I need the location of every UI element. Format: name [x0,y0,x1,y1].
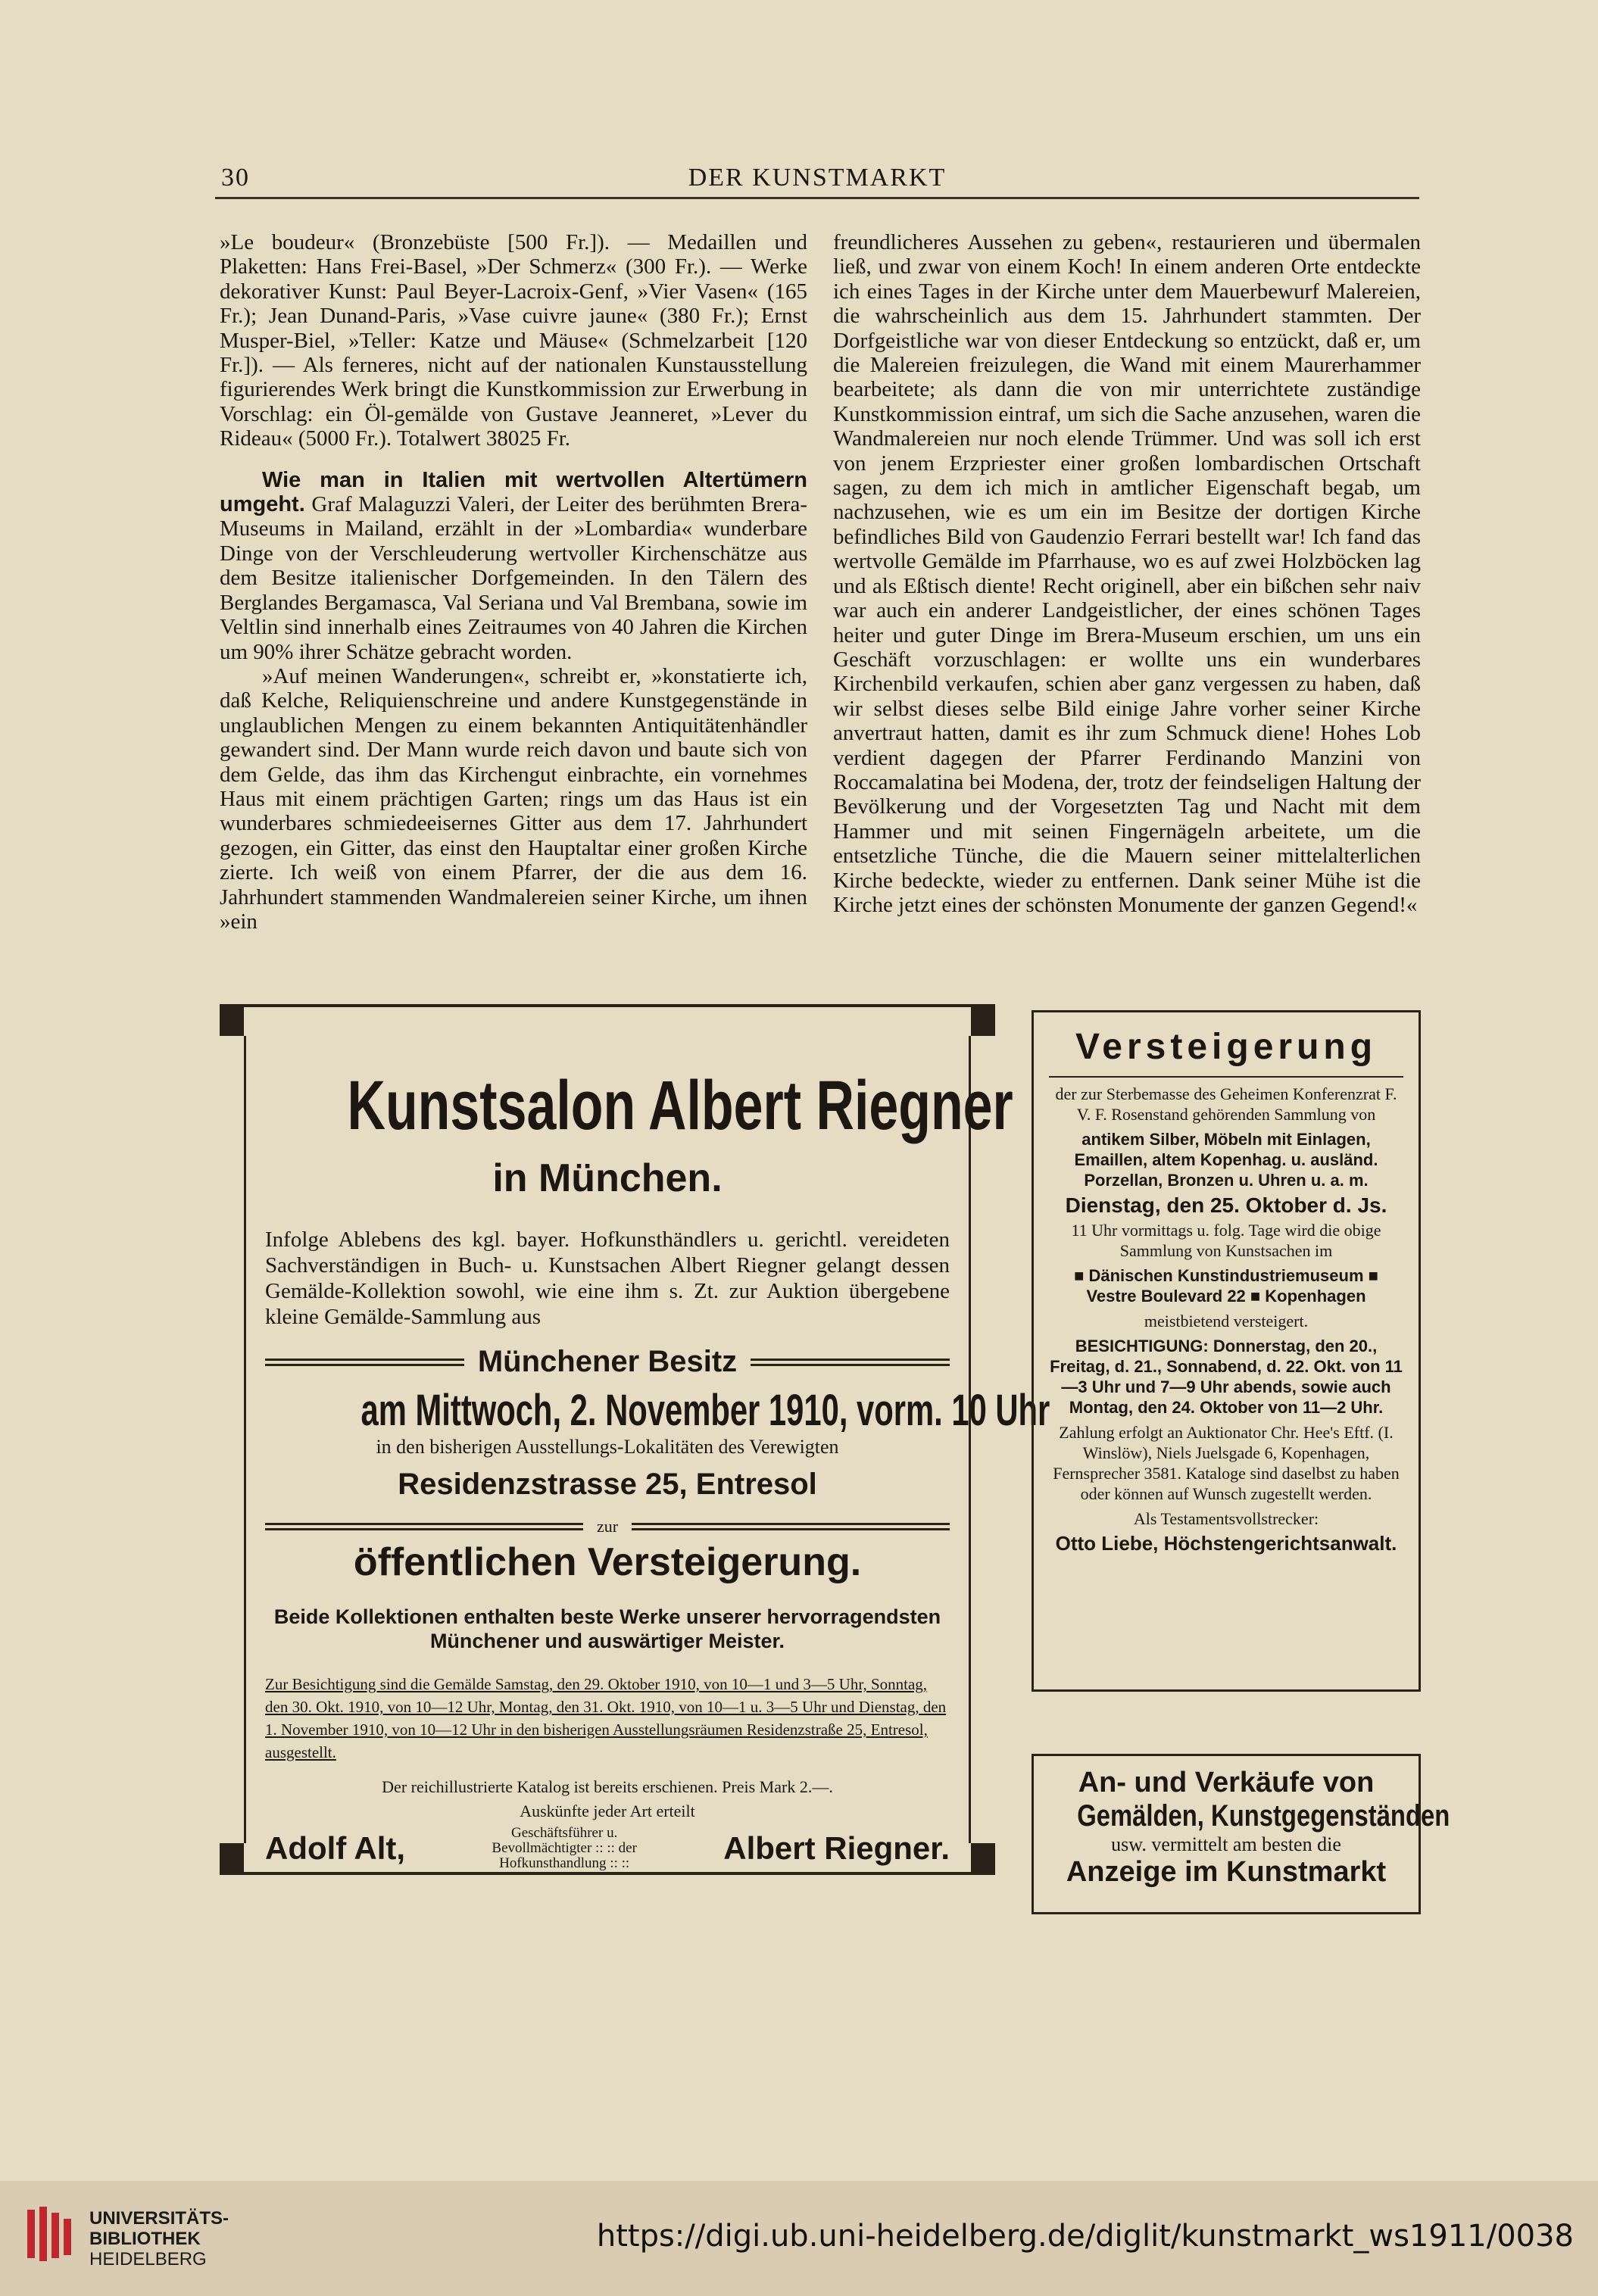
ad-date: Dienstag, den 25. Oktober d. Js. [1065,1193,1387,1217]
source-url-link[interactable]: https://digi.ub.uni-heidelberg.de/diglit/kunstmarkt_ws1911/0038 [596,2219,1574,2254]
catalog-note: Der reichillustrierte Katalog ist bereits erschienen. Preis Mark 2.—. [382,1777,833,1796]
location-intro: in den bisherigen Ausstellungs-Lokalitäten des Verewigten [376,1436,839,1458]
running-header [215,164,1419,199]
double-rule [265,1523,583,1530]
library-name-line: UNIVERSITÄTS- [89,2208,229,2229]
library-name-line: HEIDELBERG [89,2249,207,2269]
corner-ornament [971,1843,995,1872]
ad-time: 11 Uhr vormittags u. folg. Tage wird die obige Sammlung von Kunstsachen im [1071,1221,1381,1260]
ad-museum: ■ Dänischen Kunstindustriemuseum ■ Vestre Boulevard 22 ■ Kopenhagen [1074,1266,1378,1306]
signer-right: Albert Riegner. [723,1830,950,1866]
corner-ornament [220,1007,244,1036]
library-name-line: BIBLIOTHEK [89,2229,201,2249]
ad-items: antikem Silber, Möbeln mit Einlagen, Emaillen, altem Kopenhag. u. ausländ. Porzellan, Bronzen u. Uhren u. a. m. [1074,1130,1378,1190]
article-paragraph [220,468,807,664]
ad-testament: Als Testamentsvollstrecker: [1133,1509,1319,1528]
zur-divider [265,1517,950,1536]
auction-date: am Mittwoch, 2. November 1910, vorm. 10 Uhr [360,1386,1050,1435]
article-paragraph: »Auf meinen Wanderungen«, schreibt er, »konstatierte ich, daß Kelche, Reliquienschreine und andere Kunstgegenstände in unglaublichen Mengen zu einem bekannten Antiquitätenhändler gewandert sind. Der Mann wurde reich davon und baute sich von dem Gelde, das ihm das Kirchengut einbrachte, ein vornehmes Haus mit einem prächtigen Garten; rings um das Haus ist ein wunderbares schmiedeeisernes Gitter aus dem 17. Jahrhundert gezogen, ein Gitter, das einst den Hauptaltar einer großen Kirche zierte. Ich weiß von einem Pfarrer, der die aus dem 16. Jahrhundert stammenden Wandmalereien seiner Kirche, um ihnen »ein [220,663,807,934]
advertisement-versteigerung [1032,1010,1421,1692]
corner-ornament [971,1007,995,1036]
ad-line: Gemälden, Kunstgegenständen [1077,1799,1450,1833]
ad-content [265,1053,1050,1871]
right-column [833,230,1421,917]
ad-title: Kunstsalon Albert Riegner [347,1067,1013,1144]
footer-bar [0,2181,1598,2296]
article-paragraph: freundlicheres Aussehen zu geben«, restaurieren und übermalen ließ, und zwar von einem Koch! In einem anderen Orte entdeckte ich eines Tages in der Kirche unter dem Mauerbewurf Malereien, die wahrscheinlich aus dem 15. Jahrhundert stammten. Der Dorfgeistliche war von dieser Entdeckung so entzückt, daß er, um die Malereien freizulegen, die Wand mit einem Maurerhammer bearbeitete; als dann die von mir unterrichtete zuständige Kunstkommission eintraf, um sich die Sache anzusehen, waren die Wandmalereien nur noch elende Trümmer. Und was soll ich erst von jenem Erzpriester einer großen lombardischen Ortschaft sagen, zu dem ich mich in amtlicher Eigenschaft begab, um nachzusehen, wie es um ein im Besitze der dortigen Kirche befindliches Bild von Gaudenzio Ferrari bestellt war! Ich fand das wertvolle Gemälde im Pfarrhause, wo es auf zwei Holzböcken lag und als Eßtisch diente! Recht originell, aber ein bißchen sehr naiv war auch ein anderer Landgeistlicher, der eines schönen Tages heiter und guter Dinge im Brera-Museum erschien, um uns ein Geschäft vorzuschlagen: er wollte uns ein wunderbares Kirchenbild verkaufen, schien aber ganz vergessen zu haben, daß wir selbst dieses selbe Bild einige Jahre vorher seiner Kirche anvertraut hatten, damit es ihr zum Schmuck diene! Hohes Lob verdient dagegen der Pfarrer Ferdinando Manzini von Roccamalatina bei Modena, der, trotz der feindseligen Haltung der Bevölkerung und der Vorgesetzten Tag und Nacht mit dem Hammer und mit seinen Fingernägeln arbeitete, um die entsetzliche Tünche, die die Mauern seiner mittelalterlichen Kirche bedeckte, wieder zu entfernen. Dank seiner Mühe ist die Kirche jetzt eines der schönsten Monumente der ganzen Gegend!« [833,230,1421,917]
ad-subtitle: in München. [492,1156,723,1200]
advertisement-riegner [220,1004,1050,1875]
ad-title: Versteigerung [1049,1026,1403,1078]
double-rule [265,1359,464,1366]
library-name [89,2208,229,2269]
advertisement-ankauf [1032,1754,1450,1914]
besitz-label: Münchener Besitz [477,1345,738,1378]
ad-line: An- und Verkäufe von [1078,1767,1375,1798]
ad-besichtigung: BESICHTIGUNG: Donnerstag, den 20., Freitag, d. 21., Sonnabend, d. 22. Okt. von 11—3 Uhr und 7—9 Uhr abends, sowie auch Montag, den 24. Oktober von 11—2 Uhr. [1050,1337,1403,1417]
viewing-times: Zur Besichtigung sind die Gemälde Samstag, den 29. Oktober 1910, von 10—1 und 3—5 Uhr, Sonntag, den 30. Okt. 1910, von 10—12 Uhr, Montag, den 31. Okt. 1910, von 10—1 u. 3—5 Uhr und Dienstag, den 1. November 1910, von 10—12 Uhr in den bisherigen Ausstellungsräumen Residenzstraße 25, Entresol, ausgestellt. [265,1675,947,1761]
ad-meist: meistbietend versteigert. [1144,1312,1309,1330]
ad-signer: Otto Liebe, Höchstengerichtsanwalt. [1055,1532,1397,1555]
page-number: 30 [221,164,250,192]
ad-intro: der zur Sterbemasse des Geheimen Konferenzrat F. V. F. Rosenstand gehörenden Sammlung von [1055,1084,1397,1124]
collections-text: Beide Kollektionen enthalten beste Werke unserer hervorragendsten Münchener und auswärtiger Meister. [273,1605,941,1652]
zur-label: zur [596,1517,619,1536]
ad-line: usw. vermittelt am besten die [1111,1833,1341,1855]
signature-line [265,1826,950,1871]
library-logo-icon [24,2204,76,2264]
ad-text: Infolge Ablebens des kgl. bayer. Hofkunsthändlers u. gerichtl. vereideten Sachverständigen in Buch- u. Kunstsachen Albert Riegner gelangt dessen Gemälde-Kollektion sowohl, wie eine ihm s. Zt. zur Auktion übergebene kleine Gemälde-Sammlung aus [265,1228,950,1329]
left-column [220,230,807,934]
besitz-heading [265,1345,950,1379]
signer-left: Adolf Alt, [265,1830,406,1866]
ad-line: Anzeige im Kunstmarkt [1066,1856,1387,1888]
auction-address: Residenzstrasse 25, Entresol [398,1468,817,1501]
corner-ornament [220,1843,244,1872]
article-headline: Wie man in Italien mit wertvollen Altertümern umgeht. [220,467,807,517]
journal-title: DER KUNSTMARKT [688,164,947,192]
versteigerung-label: öffentlichen Versteigerung. [353,1540,862,1584]
double-rule [632,1523,950,1530]
ad-zahlung: Zahlung erfolgt an Auktionator Chr. Hee's Eftf. (I. Winslöw), Niels Juelsgade 6, Kopenhagen, Fernsprecher 3581. Kataloge sind daselbst zu haben oder können auf Wunsch zugestellt werden. [1053,1423,1400,1503]
article-continuation: »Le boudeur« (Bronzebüste [500 Fr.]). — Medaillen und Plaketten: Hans Frei-Basel, »Der Schmerz« (300 Fr.). — Werke dekorativer Kunst: Paul Beyer-Lacroix-Genf, »Vier Vasen« (165 Fr.); Jean Dunand-Paris, »Vase cuivre jaune« (380 Fr.); Ernst Musper-Biel, »Teller: Katze und Mäuse« (Schmelzarbeit [120 Fr.]). — Als ferneres, nicht auf der nationalen Kunstausstellung figurierendes Werk bringt die Kunstkommission zur Erwerbung in Vorschlag: ein Öl-gemälde von Gustave Jeanneret, »Lever du Rideau« (5000 Fr.). Totalwert 38025 Fr. [220,230,807,451]
article-text: Graf Malaguzzi Valeri, der Leiter des berühmten Brera-Museums in Mailand, erzählt in der »Lombardia« wunderbare Dinge von der Verschleuderung wertvoller Kirchenschätze aus dem Besitze italienischer Dorfgemeinden. In den Tälern des Berglandes Bergamasca, Val Seriana und Val Brembana, sowie im Veltlin sind innerhalb eines Zeitraumes von 40 Jahren die Kirchen um 90% ihrer Schätze gebracht worden. [220,492,807,664]
information-note: Auskünfte jeder Art erteilt [520,1802,695,1820]
double-rule [751,1359,950,1366]
signer-role: Geschäftsführer u. Bevollmächtigter :: :: der Hofkunsthandlung :: :: [492,1825,637,1871]
